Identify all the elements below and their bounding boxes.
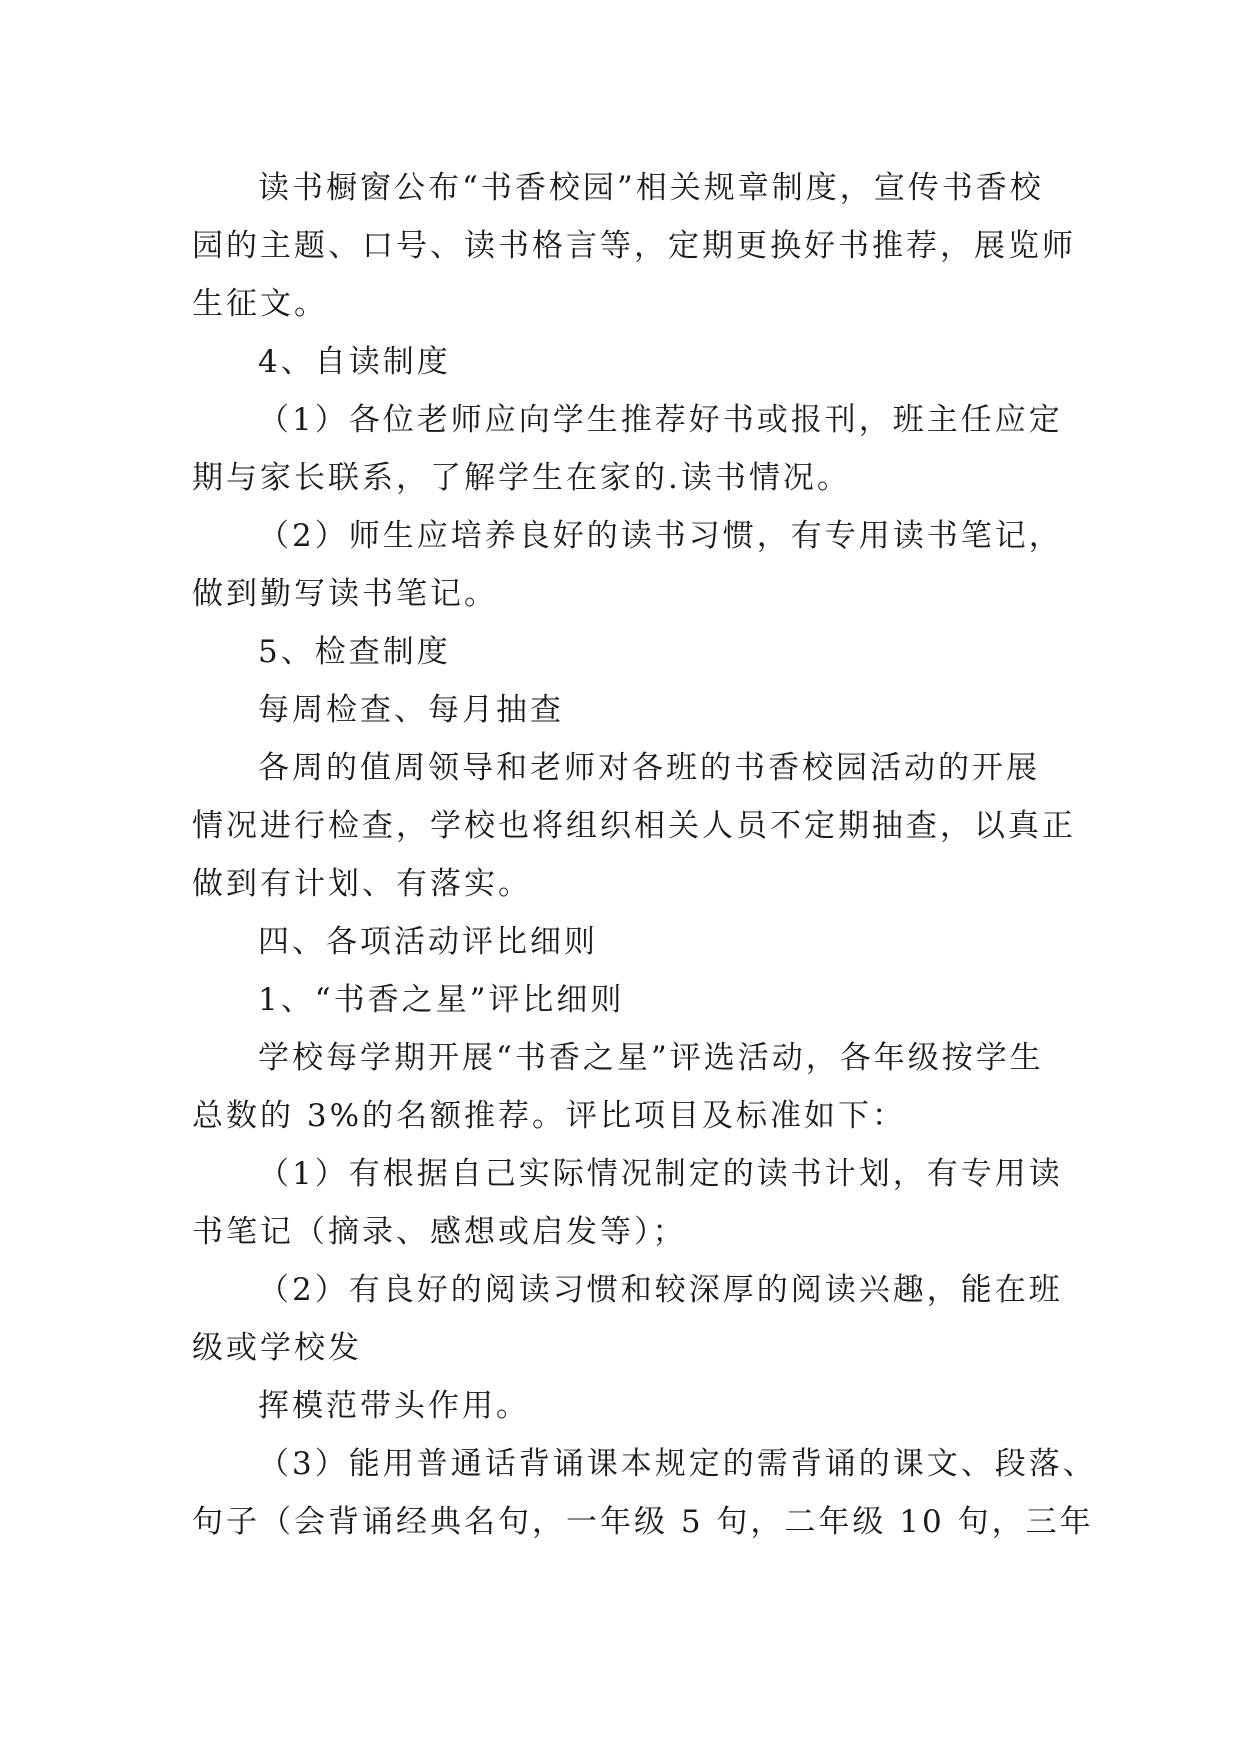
paragraph-line: 学校每学期开展“书香之星”评选活动，各年级按学生 bbox=[258, 1040, 1044, 1076]
section-heading: 四、各项活动评比细则 bbox=[258, 924, 598, 960]
paragraph-line: 期与家长联系，了解学生在家的.读书情况。 bbox=[192, 460, 851, 496]
paragraph-line: 书笔记（摘录、感想或启发等）； bbox=[192, 1214, 687, 1250]
paragraph-line: 各周的值周领导和老师对各班的书香校园活动的开展 bbox=[258, 750, 1040, 786]
paragraph-line: 读书橱窗公布“书香校园”相关规章制度，宣传书香校 bbox=[258, 170, 1044, 206]
paragraph-line: 做到勤写读书笔记。 bbox=[192, 576, 498, 612]
paragraph-line: 做到有计划、有落实。 bbox=[192, 866, 532, 902]
section-heading: 5、检查制度 bbox=[258, 634, 451, 670]
paragraph-line: （3）能用普通话背诵课本规定的需背诵的课文、段落、 bbox=[258, 1446, 1097, 1482]
paragraph-line: 园的主题、口号、读书格言等，定期更换好书推荐，展览师 bbox=[192, 228, 1076, 264]
paragraph-line: （1）各位老师应向学生推荐好书或报刊，班主任应定 bbox=[258, 402, 1063, 438]
paragraph-line: （2）师生应培养良好的读书习惯，有专用读书笔记， bbox=[258, 518, 1063, 554]
paragraph-line: 生征文。 bbox=[192, 286, 328, 322]
paragraph-line: 句子（会背诵经典名句，一年级 5 句，二年级 10 句，三年 bbox=[192, 1504, 1094, 1540]
section-heading: 4、自读制度 bbox=[258, 344, 451, 380]
paragraph-line: 挥模范带头作用。 bbox=[258, 1388, 530, 1424]
paragraph-line: 总数的 3%的名额推荐。评比项目及标准如下： bbox=[192, 1098, 907, 1134]
subsection-heading: 1、“书香之星”评比细则 bbox=[258, 982, 625, 1018]
paragraph-line: （1）有根据自己实际情况制定的读书计划，有专用读 bbox=[258, 1156, 1063, 1192]
paragraph-line: 每周检查、每月抽查 bbox=[258, 692, 564, 728]
paragraph-line: 情况进行检查，学校也将组织相关人员不定期抽查，以真正 bbox=[192, 808, 1076, 844]
paragraph-line: （2）有良好的阅读习惯和较深厚的阅读兴趣，能在班 bbox=[258, 1272, 1063, 1308]
paragraph-line: 级或学校发 bbox=[192, 1330, 362, 1366]
